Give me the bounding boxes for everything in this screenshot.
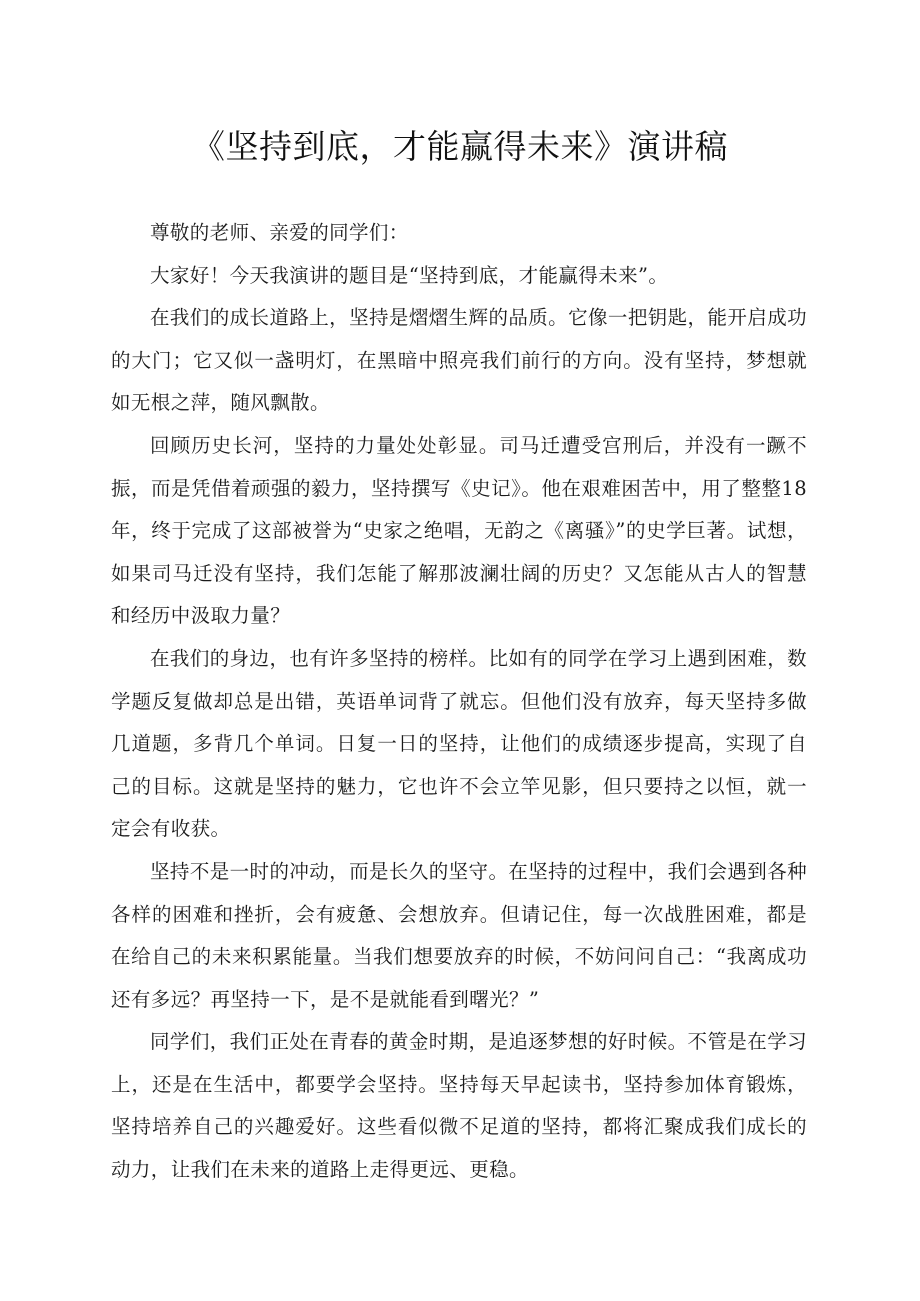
body-paragraph: 在我们的身边，也有许多坚持的榜样。比如有的同学在学习上遇到困难，数学题反复做却总是出错，英语单词背了就忘。但他们没有放弃，每天坚持多做几道题，多背几个单词。日复一日的坚持，让他们的成绩逐步提高，实现了自己的目标。这就是坚持的魅力，它也许不会立竿见影，但只要持之以恒，就一定会有收获。 xyxy=(111,646,807,841)
body-paragraph: 在我们的成长道路上，坚持是熠熠生辉的品质。它像一把钥匙，能开启成功的大门；它又似一盏明灯，在黑暗中照亮我们前行的方向。没有坚持，梦想就如无根之萍，随风飘散。 xyxy=(111,306,807,415)
document-title: 《坚持到底，才能赢得未来》演讲稿 xyxy=(192,127,728,166)
body-paragraph: 坚持不是一时的冲动，而是长久的坚守。在坚持的过程中，我们会遇到各种各样的困难和挫折，会有疲惫、会想放弃。但请记住，每一次战胜困难，都是在给自己的未来积累能量。当我们想要放弃的时候，不妨问问自己：“我离成功还有多远？再坚持一下，是不是就能看到曙光？” xyxy=(111,859,807,1011)
body-paragraph: 回顾历史长河，坚持的力量处处彰显。司马迁遭受宫刑后，并没有一蹶不振，而是凭借着顽强的毅力，坚持撰写《史记》。他在艰难困苦中，用了整整18年，终于完成了这部被誉为“史家之绝唱，无韵之《离骚》”的史学巨著。试想，如果司马迁没有坚持，我们怎能了解那波澜壮阔的历史？又怎能从古人的智慧和经历中汲取力量？ xyxy=(111,433,807,628)
salutation: 尊敬的老师、亲爱的同学们： xyxy=(150,221,409,244)
body-paragraph: 同学们，我们正处在青春的黄金时期，是追逐梦想的好时候。不管是在学习上，还是在生活中，都要学会坚持。坚持每天早起读书，坚持参加体育锻炼，坚持培养自己的兴趣爱好。这些看似微不足道的坚持，都将汇聚成我们成长的动力，让我们在未来的道路上走得更远、更稳。 xyxy=(111,1030,807,1182)
greeting-paragraph: 大家好！今天我演讲的题目是“坚持到底，才能赢得未来”。 xyxy=(150,263,669,287)
document-body xyxy=(111,212,807,1192)
